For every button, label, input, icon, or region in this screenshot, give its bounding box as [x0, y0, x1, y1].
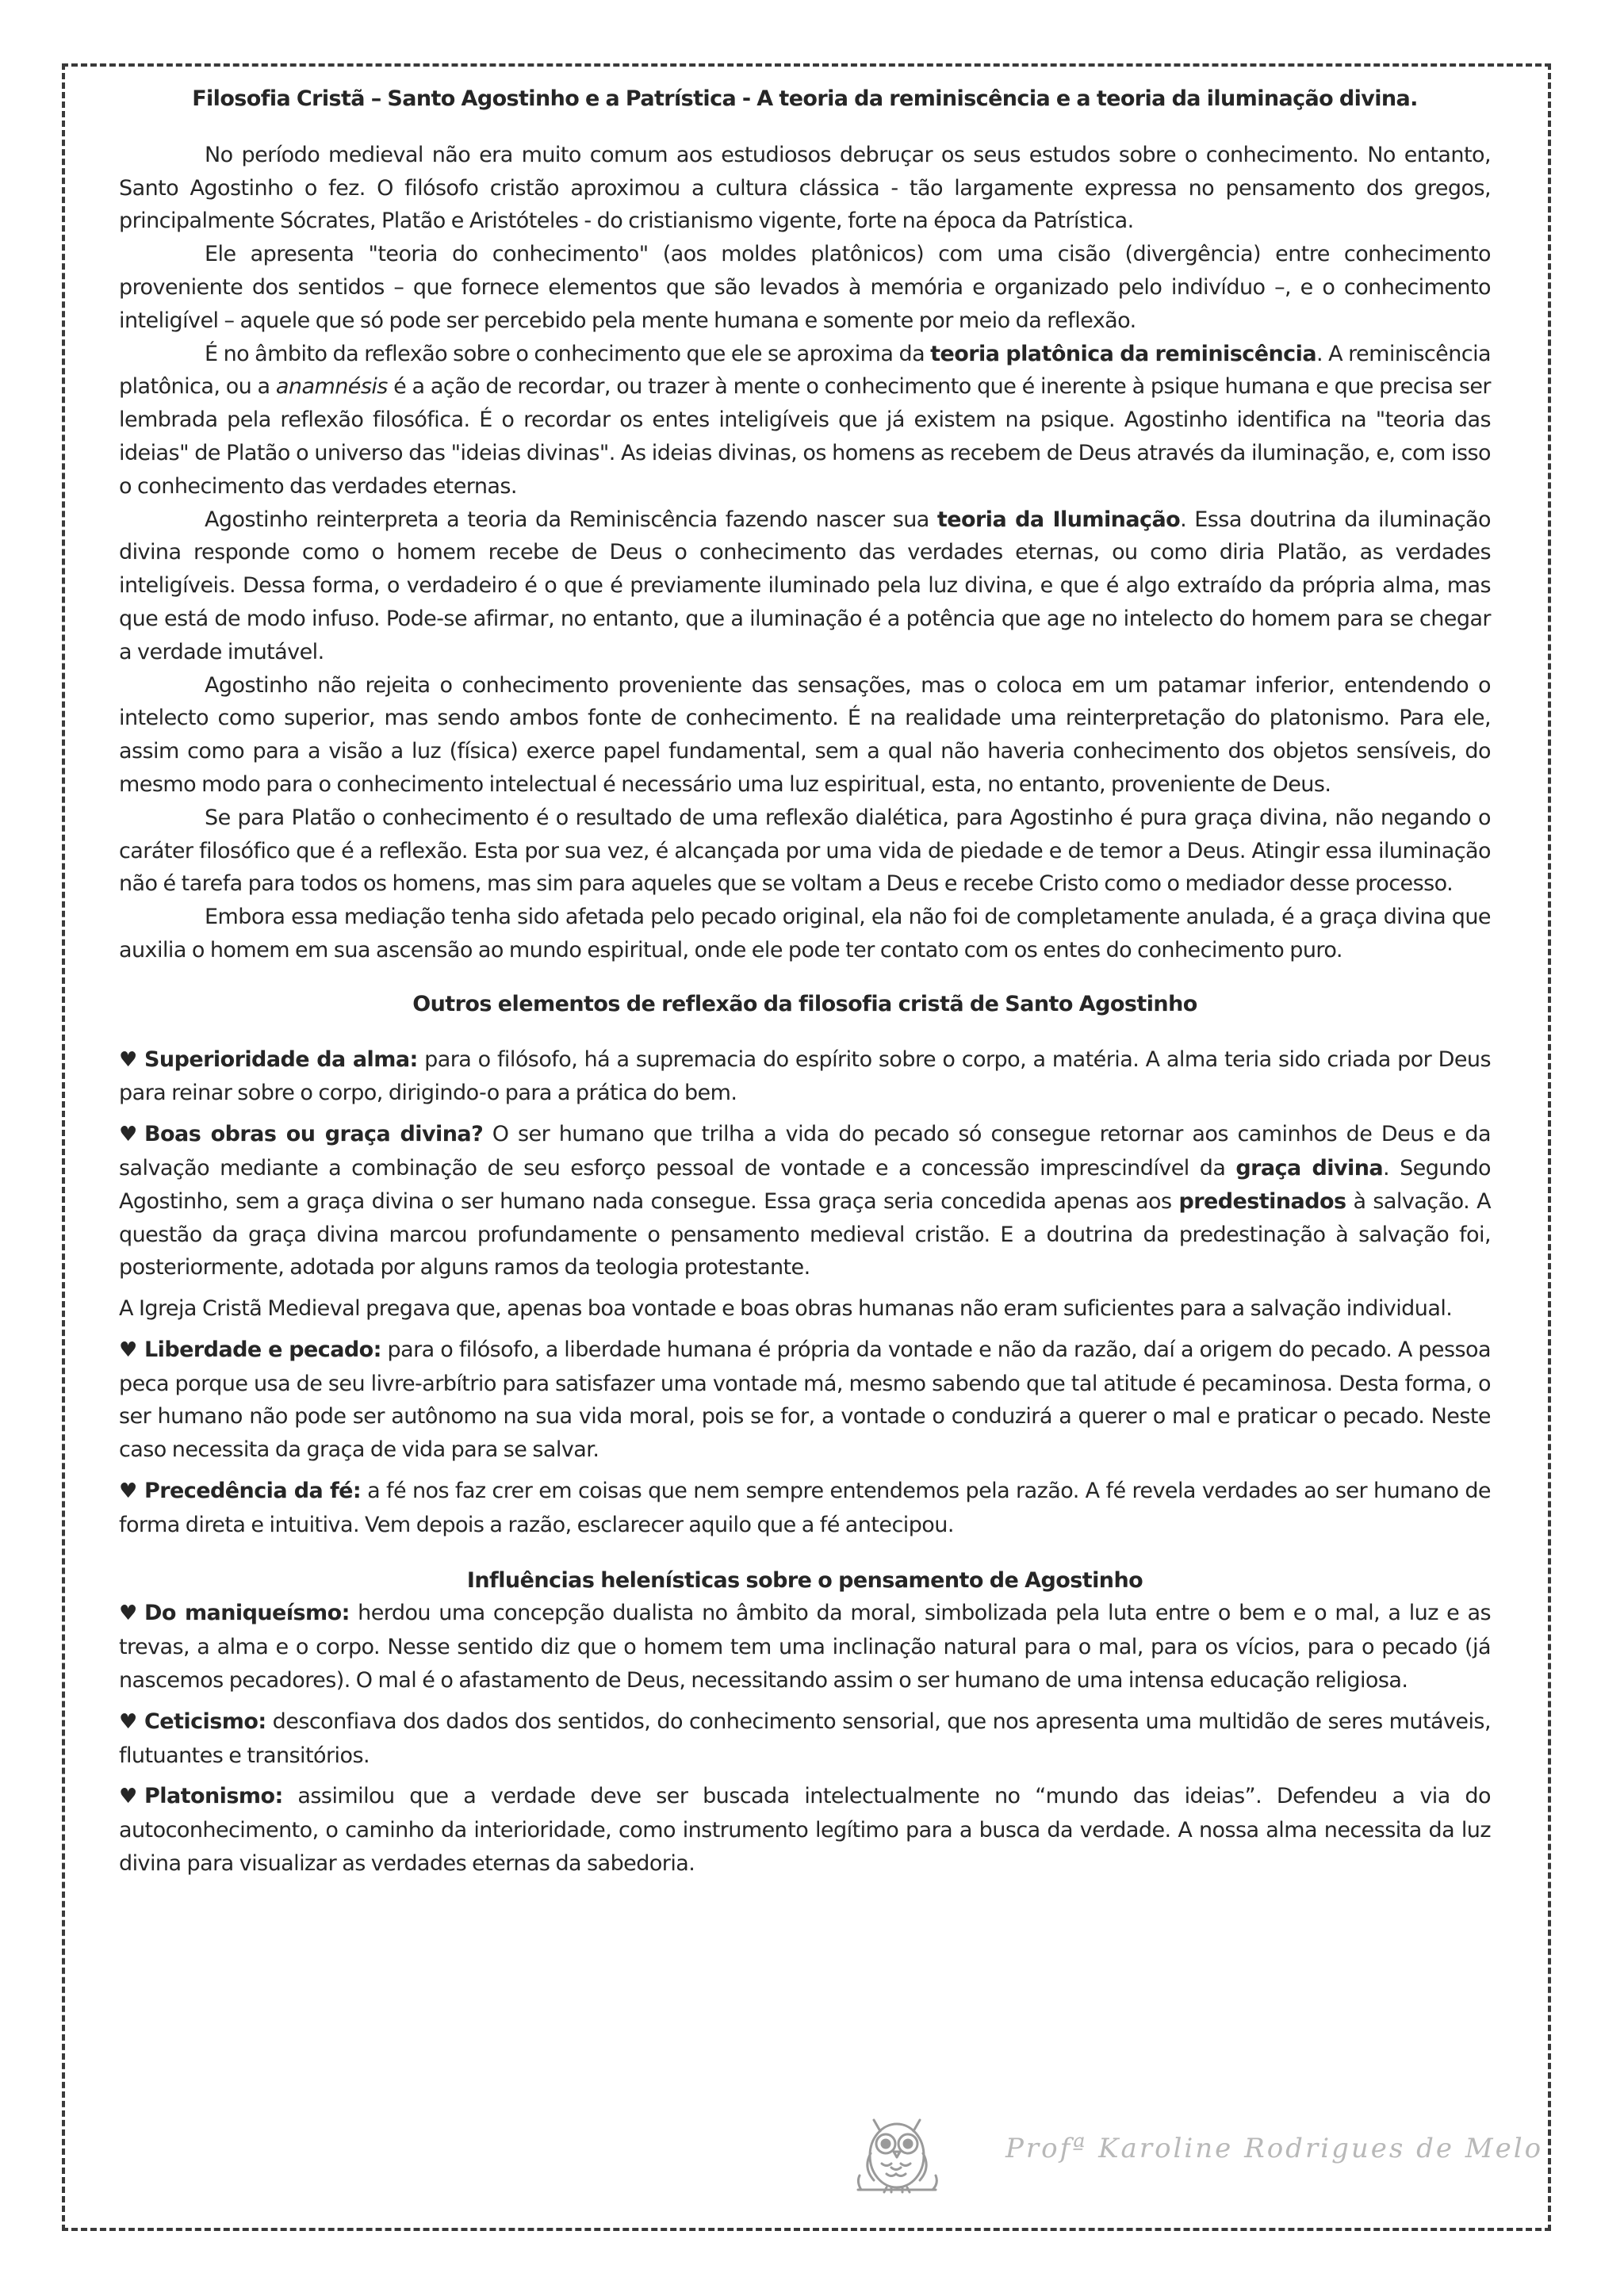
text-run: . Segundo Agostinho, sem a graça divina o ser humano nada consegue. Essa graça seria concedida apenas aos [119, 1155, 1491, 1214]
owl-icon [850, 2112, 944, 2199]
text-run: . A reminiscência platônica, ou a [119, 341, 1492, 400]
bullet-item [119, 1475, 1491, 1542]
text-run: desconfiava dos dados dos sentidos, do conhecimento sensorial, que nos apresenta uma multidão de seres mutáveis, flutuantes e transitórios. [119, 1709, 1491, 1768]
body-paragraph: No período medieval não era muito comum aos estudiosos debruçar os seus estudos sobre o conhecimento. No entanto, Santo Agostinho o fez. O filósofo cristão aproximou a cultura clássica - tão largamente expressa no pensamento dos gregos, principalmente Sócrates, Platão e Aristóteles - do cristianismo vigente, forte na época da Patrística. [119, 142, 1491, 234]
body-paragraph: Embora essa mediação tenha sido afetada pelo pecado original, ela não foi de completamente anulada, é a graça divina que auxilia o homem em sua ascensão ao mundo espiritual, onde ele pode ter contato com os entes do conhecimento puro. [119, 905, 1491, 962]
heart-bullet-icon: ♥ [119, 1047, 137, 1072]
text-run: é a ação de recordar, ou trazer à mente o conhecimento que é inerente à psique humana e que precisa ser lembrada pela reflexão filosófica. É o recordar os entes inteligíveis que já existem na psique. Agostinho identifica na "teoria das ideias" de Platão o universo das "ideias divinas". As ideias divinas, os homens as recebem de Deus através da iluminação, e, com isso o conhecimento das verdades eternas. [119, 374, 1491, 499]
section-hellenistic-list [119, 1597, 1491, 1880]
text-run: . Essa doutrina da iluminação divina responde como o homem recebe de Deus o conhecimento das verdades eternas, ou como diria Platão, as verdades inteligíveis. Dessa forma, o verdadeiro é o que é previamente iluminado pela luz divina, e que é algo extraído da própria alma, mas que está de modo infuso. Pode-se afirmar, no entanto, que a iluminação é a potência que age no intelecto do homem para se chegar a verdade imutável. [119, 507, 1491, 664]
body-paragraph: Ele apresenta "teoria do conhecimento" (aos moldes platônicos) com uma cisão (divergência) entre conhecimento proveniente dos sentidos – que fornece elementos que são levados à memória e organizado pelo indivíduo –, e o conhecimento inteligível – aquele que só pode ser percebido pela mente humana e somente por meio da reflexão. [119, 242, 1491, 333]
heart-bullet-icon: ♥ [119, 1123, 137, 1147]
bold-term: Superioridade da alma: [144, 1047, 418, 1072]
text-run: A Igreja Cristã Medieval pregava que, apenas boa vontade e boas obras humanas não eram suficientes para a salvação individual. [119, 1296, 1453, 1322]
section-other-elements-list [119, 1043, 1491, 1542]
intro-paragraphs [119, 139, 1491, 967]
bullet-item [119, 1780, 1491, 1880]
text-run: Agostinho reinterpreta a teoria da Reminiscência fazendo nascer sua [205, 507, 937, 532]
text-run: O ser humano que trilha a vida do pecado só consegue retornar aos caminhos de Deus e da salvação mediante a combinação de seu esforço pessoal de vontade e a concessão imprescindível da [119, 1122, 1491, 1181]
text-run: à salvação. A questão da graça divina marcou profundamente o pensamento medieval cristão. E a doutrina da predestinação à salvação foi, posteriormente, adotada por alguns ramos da teologia protestante. [119, 1188, 1491, 1280]
bold-term: Boas obras ou graça divina? [144, 1122, 484, 1147]
text-run: para o filósofo, há a supremacia do espírito sobre o corpo, a matéria. A alma teria sido criada por Deus para reinar sobre o corpo, dirigindo-o para a prática do bem. [119, 1047, 1491, 1106]
text-run: herdou uma concepção dualista no âmbito da moral, simbolizada pela luta entre o bem e o mal, a luz e as trevas, a alma e o corpo. Nesse sentido diz que o homem tem uma inclinação natural para o mal, para os vícios, para o pecado (já nascemos pecadores). O mal é o afastamento de Deus, necessitando assim o ser humano de uma intensa educação religiosa. [119, 1601, 1492, 1693]
body-paragraph [119, 338, 1491, 503]
list-note [119, 1292, 1491, 1326]
document-title: Filosofia Cristã – Santo Agostinho e a Patrística - A teoria da reminiscência e a teoria da iluminação divina. [192, 86, 1418, 111]
bullet-item [119, 1118, 1491, 1284]
signature-text: Profª Karoline Rodrigues de Melo [1005, 2133, 1544, 2164]
bullet-item [119, 1597, 1491, 1697]
signature [850, 2112, 1544, 2175]
bullet-item [119, 1334, 1491, 1467]
bold-term: teoria da Iluminação [936, 507, 1181, 532]
section-title-hellenistic-influences: Influências helenísticas sobre o pensamento de Agostinho [466, 1567, 1143, 1593]
section-title-other-elements: Outros elementos de reflexão da filosofia cristã de Santo Agostinho [412, 991, 1197, 1016]
bold-term: teoria platônica da reminiscência [930, 341, 1316, 366]
document-body [62, 63, 1551, 2231]
bullet-item [119, 1043, 1491, 1111]
text-run: É no âmbito da reflexão sobre o conhecimento que ele se aproxima da [205, 341, 931, 366]
text-run: a fé nos faz crer em coisas que nem sempre entendemos pela razão. A fé revela verdades ao ser humano de forma direta e intuitiva. Vem depois a razão, esclarecer aquilo que a fé antecipou. [119, 1479, 1491, 1537]
italic-term: anamnésis [275, 374, 388, 400]
body-paragraph: Se para Platão o conhecimento é o resultado de uma reflexão dialética, para Agostinho é pura graça divina, não negando o caráter filosófico que é a reflexão. Esta por sua vez, é alcançada por uma vida de piedade e de temor a Deus. Atingir essa iluminação não é tarefa para todos os homens, mas sim para aqueles que se voltam a Deus e recebe Cristo como o mediador desse processo. [119, 805, 1491, 897]
heart-bullet-icon: ♥ [119, 1601, 137, 1626]
heart-bullet-icon: ♥ [119, 1479, 137, 1504]
heart-bullet-icon: ♥ [119, 1337, 137, 1362]
bold-term: Do maniqueísmo: [144, 1601, 350, 1626]
bold-term: graça divina [1235, 1155, 1384, 1181]
heart-bullet-icon: ♥ [119, 1709, 137, 1734]
body-paragraph: Agostinho não rejeita o conhecimento proveniente das sensações, mas o coloca em um patamar inferior, entendendo o intelecto como superior, mas sendo ambos fonte de conhecimento. É na realidade uma reinterpretação do platonismo. Para ele, assim como para a visão a luz (física) exerce papel fundamental, sem a qual não haveria conhecimento dos objetos sensíveis, do mesmo modo para o conhecimento intelectual é necessário uma luz espiritual, esta, no entanto, proveniente de Deus. [119, 672, 1491, 797]
bold-term: Liberdade e pecado: [144, 1337, 381, 1362]
bold-term: Precedência da fé: [144, 1479, 362, 1504]
text-run: para o filósofo, a liberdade humana é própria da vontade e não da razão, daí a origem do pecado. A pessoa peca porque usa de seu livre-arbítrio para satisfazer uma vontade má, mesmo sabendo que tal atitude é pecaminosa. Desta forma, o ser humano não pode ser autônomo na sua vida moral, pois se for, a vontade o conduzirá a querer o mal e praticar o pecado. Neste caso necessita da graça de vida para se salvar. [119, 1337, 1491, 1463]
body-paragraph [119, 503, 1491, 669]
bold-term: Platonismo: [144, 1784, 283, 1809]
text-run: assimilou que a verdade deve ser buscada intelectualmente no “mundo das ideias”. Defendeu a via do autoconhecimento, o caminho da interioridade, como instrumento legítimo para a busca da verdade. A nossa alma necessita da luz divina para visualizar as verdades eternas da sabedoria. [119, 1784, 1491, 1877]
document-content [119, 82, 1491, 1888]
heart-bullet-icon: ♥ [119, 1785, 137, 1809]
bold-term: Ceticismo: [144, 1709, 266, 1734]
bullet-item [119, 1705, 1491, 1773]
bold-term: predestinados [1178, 1188, 1346, 1214]
